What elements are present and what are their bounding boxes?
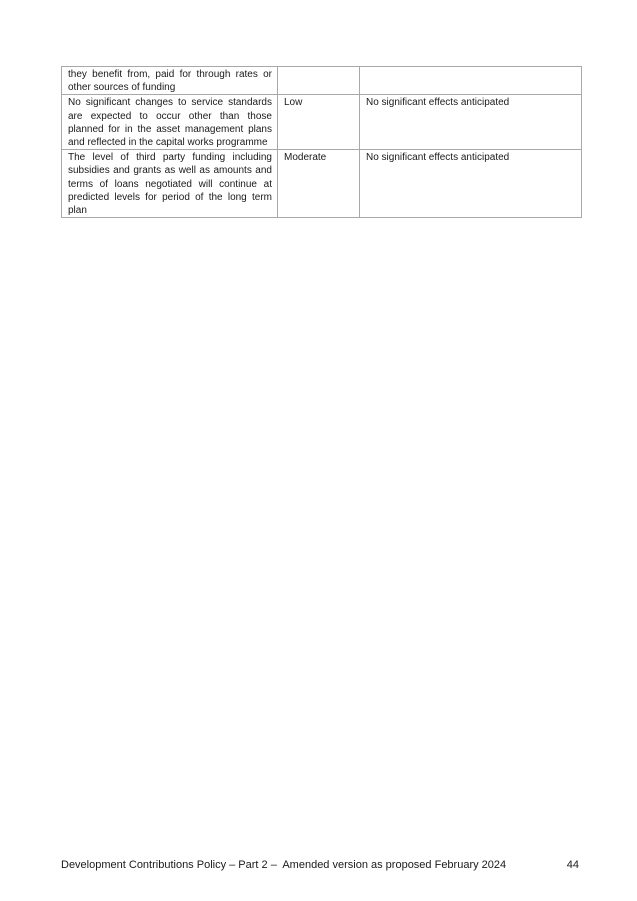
- table-row: [62, 67, 582, 95]
- effect-cell: No significant effects anticipated: [360, 150, 582, 218]
- footer-title: Development Contributions Policy – Part 2 – Amended version as proposed February 2024: [61, 859, 507, 871]
- page-number: 44: [566, 859, 579, 871]
- assumptions-table: [61, 66, 582, 218]
- uncertainty-level-cell: Low: [278, 95, 360, 150]
- uncertainty-level-cell: [278, 67, 360, 95]
- table-row: [62, 95, 582, 150]
- page-footer: [61, 857, 581, 873]
- assumption-cell: they benefit from, paid for through rates or other sources of funding: [62, 67, 278, 95]
- effect-cell: [360, 67, 582, 95]
- assumption-cell: The level of third party funding including subsidies and grants as well as amounts and terms of loans negotiated will continue at predicted levels for period of the long term plan: [62, 150, 278, 218]
- uncertainty-level-cell: Moderate: [278, 150, 360, 218]
- assumption-cell: No significant changes to service standards are expected to occur other than those planned for in the asset management plans and reflected in the capital works programme: [62, 95, 278, 150]
- table-row: [62, 150, 582, 218]
- effect-cell: No significant effects anticipated: [360, 95, 582, 150]
